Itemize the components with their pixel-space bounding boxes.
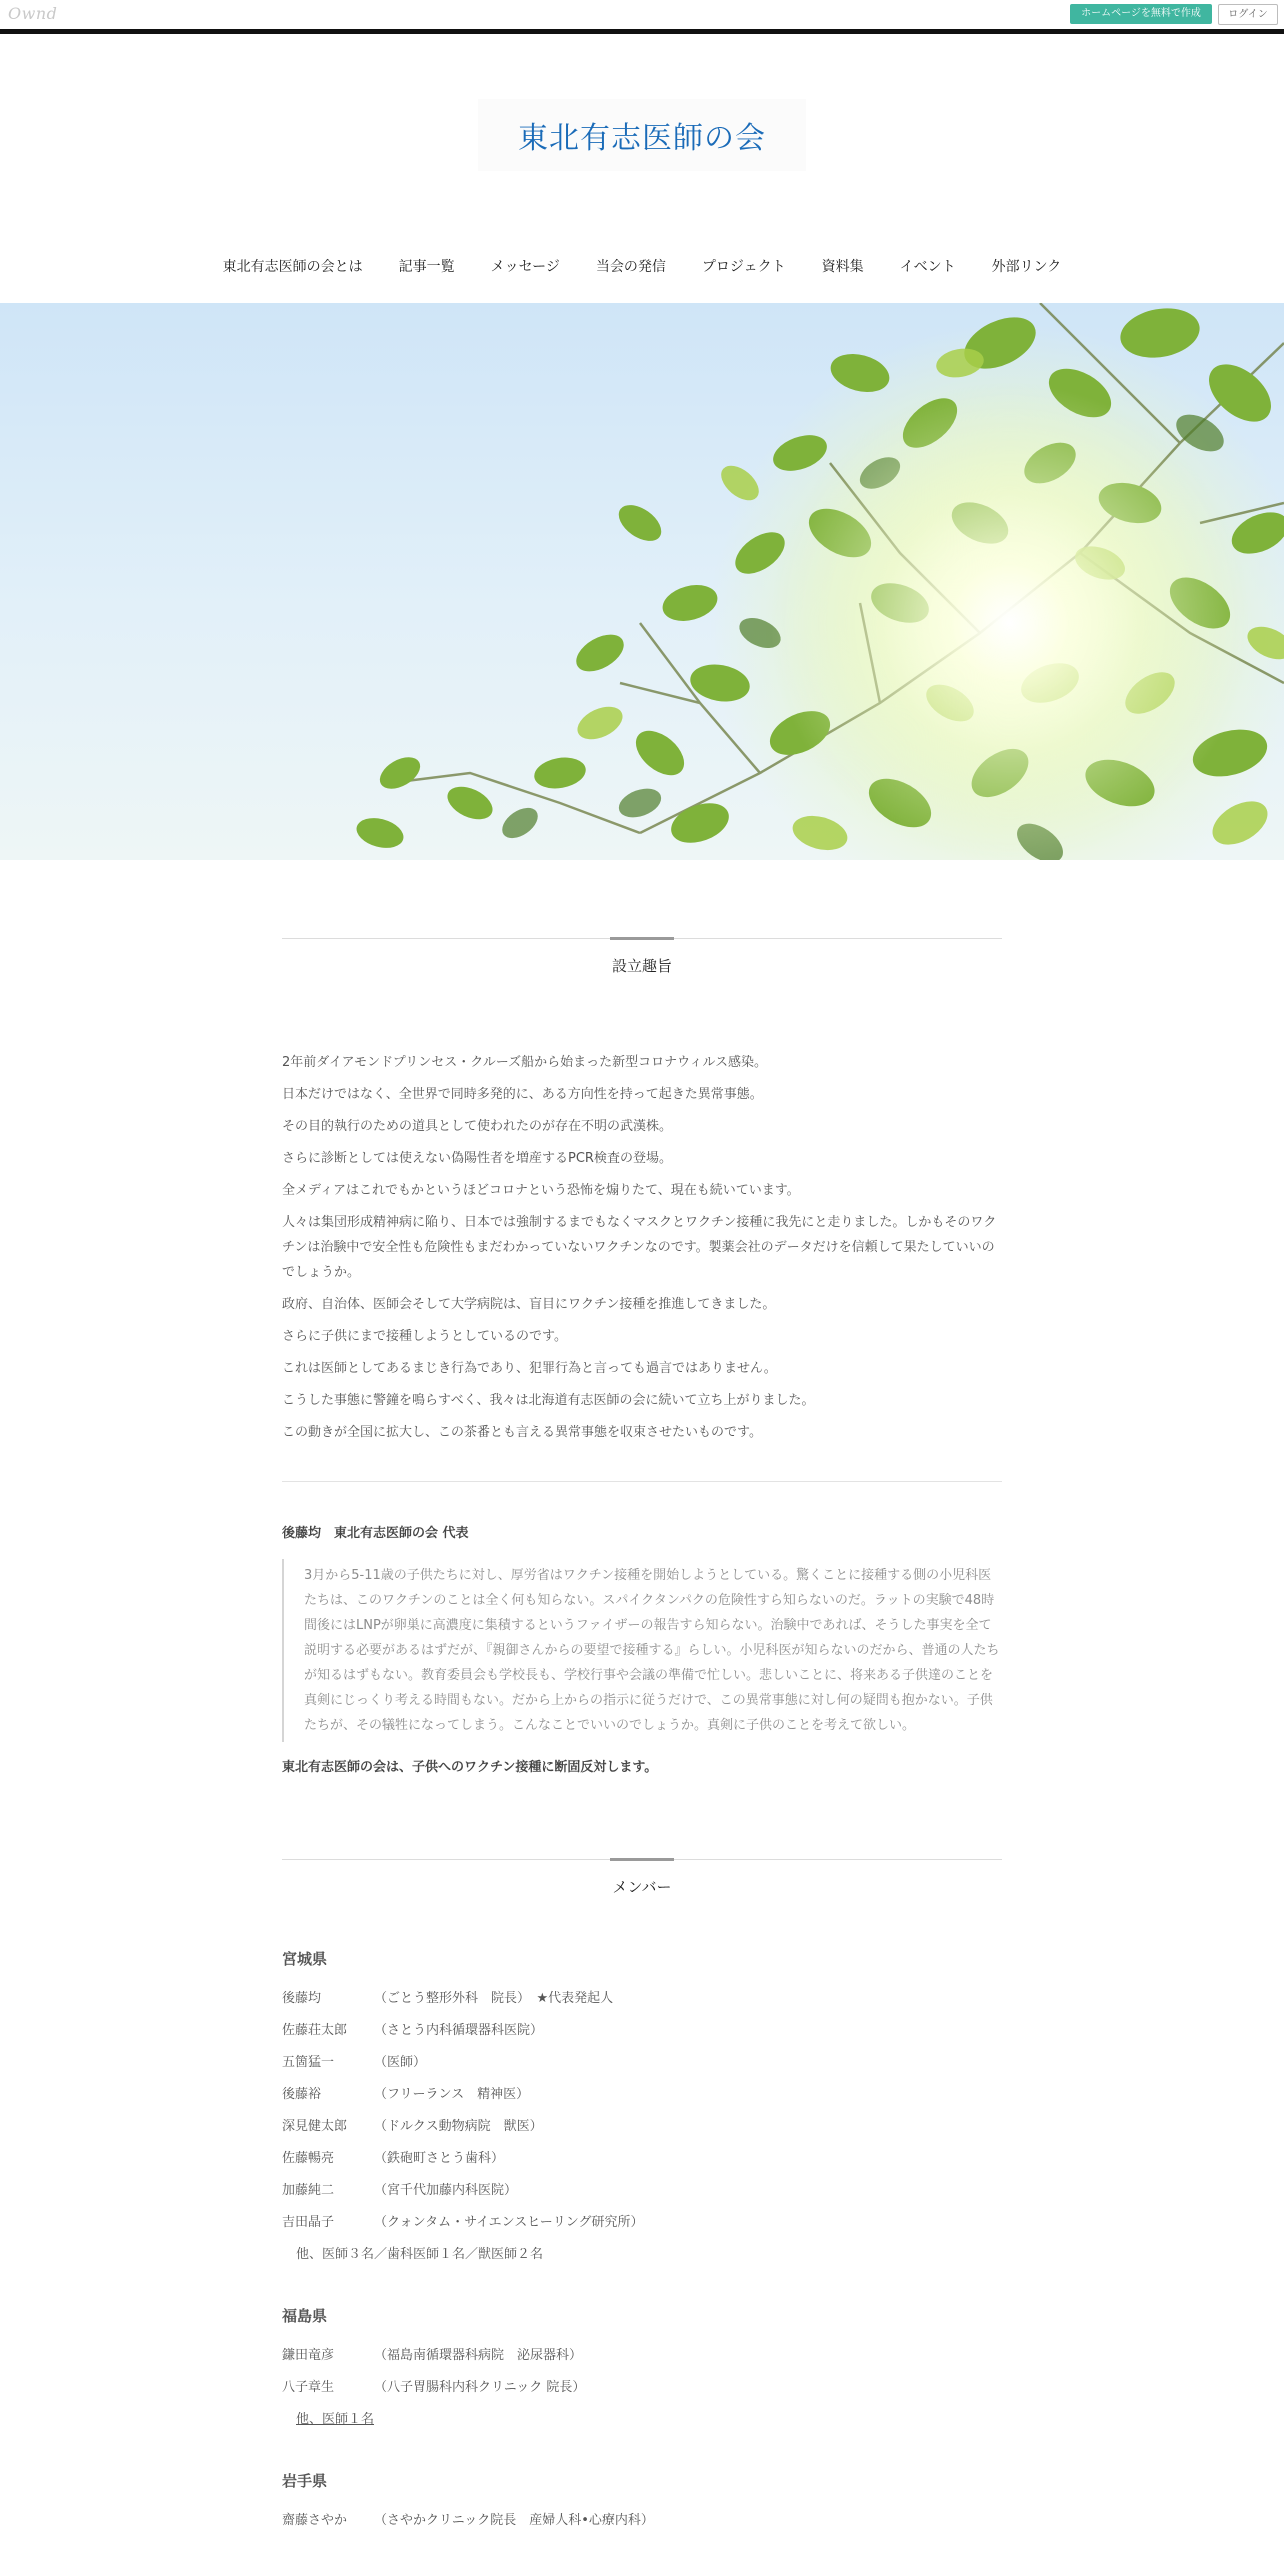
list-item: [282, 2047, 1002, 2079]
paragraph: 日本だけではなく、全世界で同時多発的に、ある方向性を持って起きた異常事態。: [282, 1087, 763, 1102]
nav-item-events[interactable]: イベント: [899, 259, 956, 275]
list-item: [282, 2372, 1002, 2404]
member-name: 佐藤暢亮: [282, 2151, 335, 2166]
member-detail: （クォンタム・サイエンスヒーリング研究所）: [374, 2215, 644, 2230]
member-detail: （さやかクリニック院長 産婦人科•心療内科）: [374, 2513, 654, 2528]
paragraph: この動きが全国に拡大し、この茶番とも言える異常事態を収束させたいものです。: [282, 1425, 762, 1440]
member-list: [282, 2505, 1002, 2537]
member-detail: （ドルクス動物病院 獣医）: [374, 2119, 543, 2134]
nav-item-publications[interactable]: 当会の発信: [595, 259, 666, 275]
nav-item-documents[interactable]: 資料集: [821, 259, 864, 275]
author-name: 後藤均 東北有志医師の会 代表: [282, 1526, 469, 1541]
top-bar: [0, 0, 1284, 30]
member-name: 八子章生: [282, 2380, 335, 2395]
member-name: 後藤均: [282, 1991, 322, 2006]
site-title[interactable]: 東北有志医師の会: [478, 99, 806, 171]
member-name: 五箇猛一: [282, 2055, 335, 2070]
paragraph: さらに子供にまで接種しようとしているのです。: [282, 1329, 567, 1344]
hero-image: [0, 303, 1284, 860]
prefecture-heading-iwate: 岩手県: [282, 2472, 328, 2490]
header-divider: [0, 29, 1284, 34]
hero-leaves-graphic: [0, 303, 1284, 860]
member-detail: （ごとう整形外科 院長） ★代表発起人: [374, 1991, 614, 2006]
paragraph: これは医師としてあるまじき行為であり、犯罪行為と言っても過言ではありません。: [282, 1361, 777, 1376]
member-name: 後藤裕: [282, 2087, 322, 2102]
member-detail: （福島南循環器科病院 泌尿器科）: [374, 2348, 583, 2363]
paragraph: 2年前ダイアモンドプリンセス・クルーズ船から始まった新型コロナウィルス感染。: [282, 1055, 767, 1070]
quote-block: [282, 1559, 1002, 1742]
paragraph: さらに診断としては使えない偽陽性者を増産するPCR検査の登場。: [282, 1151, 672, 1166]
paragraph: その目的執行のための道具として使われたのが存在不明の武漢株。: [282, 1119, 673, 1134]
conclusion-text: 東北有志医師の会は、子供へのワクチン接種に断固反対します。: [282, 1760, 658, 1775]
purpose-text: [282, 1050, 1002, 1445]
member-detail: （医師）: [374, 2055, 427, 2070]
heading-accent-bar: [610, 1858, 674, 1861]
section-heading-members: [282, 1859, 1002, 1908]
list-item: [282, 2505, 1002, 2537]
section-heading-purpose: [282, 938, 1002, 987]
ownd-logo[interactable]: Ownd: [8, 4, 58, 23]
nav-item-external-links[interactable]: 外部リンク: [991, 259, 1062, 275]
paragraph: 政府、自治体、医師会そして大学病院は、盲目にワクチン接種を推進してきました。: [282, 1297, 776, 1312]
login-button[interactable]: ログイン: [1218, 4, 1278, 25]
nav-item-project[interactable]: プロジェクト: [701, 259, 786, 275]
prefecture-heading-fukushima: 福島県: [282, 2307, 328, 2325]
nav-item-articles[interactable]: 記事一覧: [398, 259, 455, 275]
member-list: [282, 2340, 1002, 2436]
nav-item-message[interactable]: メッセージ: [490, 259, 560, 275]
section-title: 設立趣旨: [611, 957, 672, 975]
paragraph: 全メディアはこれでもかというほどコロナという恐怖を煽りたて、現在も続いています。: [282, 1183, 800, 1198]
paragraph: こうした事態に警鐘を鳴らすべく、我々は北海道有志医師の会に続いて立ち上がりました。: [282, 1393, 815, 1408]
member-detail: （鉄砲町さとう歯科）: [374, 2151, 505, 2166]
prefecture-heading-miyagi: 宮城県: [282, 1950, 328, 1968]
quote-text: 3月から5-11歳の子供たちに対し、厚労省はワクチン接種を開始しようとしている。驚くことに接種する側の小児科医たちは、このワクチンのことは全く何も知らない。スパイクタンパクの危険性すら知らないのだ。ラットの実験で48時間後にはLNPが卵巣に高濃度に集積するというファイザーの報告すら知らない。治験中であれば、そうした事実を全て説明する必要があるはずだが、『親御さんからの要望で接種する』らしい。小児科医が知らないのだから、普通の人たちが知るはずもない。教育委員会も学校長も、学校行事や会議の準備で忙しい。悲しいことに、将来ある子供達のことを真剣にじっくり考える時間もない。だから上からの指示に従うだけで、この異常事態に対し何の疑問も抱かない。子供たちが、その犠牲になってしまう。こんなことでいいのでしょうか。真剣に子供のことを考えて欲しい。: [304, 1568, 1000, 1733]
create-homepage-button[interactable]: ホームページを無料で作成: [1070, 4, 1212, 24]
other-members-link[interactable]: 他、医師１名: [296, 2412, 375, 2427]
list-item: [282, 2175, 1002, 2207]
paragraph: 人々は集団形成精神病に陥り、日本では強制するまでもなくマスクとワクチン接種に我先にと走りました。しかもそのワクチンは治験中で安全性も危険性もまだわかっていないワクチンなのです。製薬会社のデータだけを信頼して果たしていいのでしょうか。: [282, 1215, 997, 1280]
list-item: [282, 2143, 1002, 2175]
main-nav: [0, 255, 1284, 279]
member-name: 吉田晶子: [282, 2215, 335, 2230]
member-list: [282, 1983, 1002, 2271]
list-item: [282, 1983, 1002, 2015]
list-item: [282, 2207, 1002, 2239]
section-title: メンバー: [612, 1878, 672, 1896]
site-header: [0, 90, 1284, 180]
main-content: [282, 938, 1002, 2537]
member-detail: （さとう内科循環器科医院）: [374, 2023, 544, 2038]
member-name: 鎌田竜彦: [282, 2348, 335, 2363]
heading-accent-bar: [610, 937, 674, 940]
list-item: [282, 2340, 1002, 2372]
other-members-note: 他、医師３名／歯科医師１名／獣医師２名: [296, 2247, 544, 2262]
member-detail: （八子胃腸科内科クリニック 院長）: [374, 2380, 586, 2395]
member-detail: （フリーランス 精神医）: [374, 2087, 530, 2102]
member-detail: （宮千代加藤内科医院）: [374, 2183, 518, 2198]
member-name: 佐藤荘太郎: [282, 2023, 348, 2038]
member-name: 加藤純二: [282, 2183, 335, 2198]
list-item: [282, 2079, 1002, 2111]
member-name: 齋藤さやか: [282, 2513, 348, 2528]
list-item: [282, 2111, 1002, 2143]
list-item: [282, 2015, 1002, 2047]
nav-item-about[interactable]: 東北有志医師の会とは: [222, 259, 363, 275]
member-name: 深見健太郎: [282, 2119, 348, 2134]
